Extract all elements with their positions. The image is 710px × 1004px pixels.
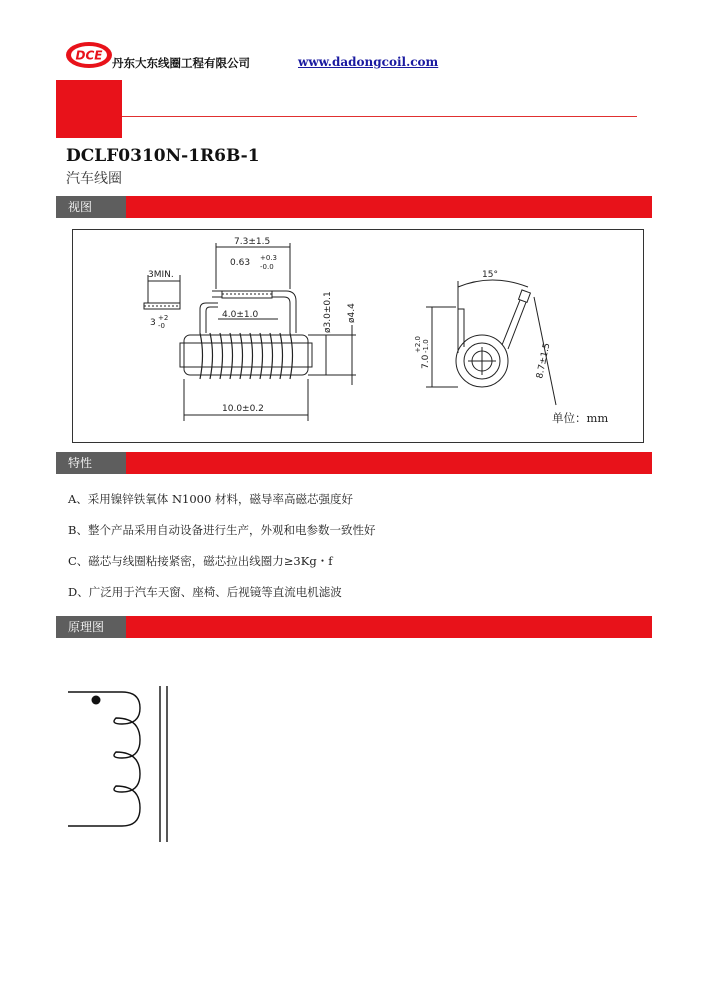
section-schematic-bar [56, 616, 652, 638]
dim-height-plus: +2.0 [414, 336, 422, 353]
dim-wire-minus: -0.0 [260, 263, 274, 271]
dim-min: 3MIN. [148, 270, 174, 280]
section-features-bar [56, 452, 652, 474]
website-link[interactable]: www.dadongcoil.com [298, 55, 439, 69]
feature-item: B、整个产品采用自动设备进行生产，外观和电参数一致性好 [68, 523, 376, 537]
dim-wire: 0.63 [230, 258, 251, 268]
feature-item: C、磁芯与线圈粘接紧密，磁芯拉出线圈力≥3Kg・f [68, 554, 333, 568]
section-view-label: 视图 [56, 196, 126, 218]
logo-text: DCE [75, 48, 103, 63]
dim-lead: 4.0±1.0 [222, 310, 259, 320]
dim-core: ø3.0±0.1 [323, 291, 333, 333]
dim-length-top: 7.3±1.5 [234, 237, 271, 247]
section-view-bar [56, 196, 652, 218]
dim-3-minus: -0 [158, 322, 165, 330]
feature-item: A、采用镍锌铁氧体 N1000 材料，磁导率高磁芯强度好 [68, 492, 353, 506]
dim-3-plus: +2 [158, 314, 169, 322]
polarity-dot [92, 696, 101, 705]
header-red-block [56, 80, 122, 138]
dim-wire-plus: +0.3 [260, 254, 277, 262]
header-divider [122, 116, 637, 117]
dim-height: 7.0 [421, 354, 431, 369]
company-logo [64, 40, 114, 70]
unit-label: 单位：mm [552, 411, 609, 425]
dim-outer: ø4.4 [347, 303, 357, 323]
company-name: 丹东大东线圈工程有限公司 [112, 56, 250, 70]
product-code: DCLF0310N-1R6B-1 [66, 146, 260, 166]
dim-angle: 15° [482, 270, 498, 280]
section-schematic-label: 原理图 [56, 616, 126, 638]
dim-length: 10.0±0.2 [222, 404, 264, 414]
product-name: 汽车线圈 [66, 171, 122, 187]
dim-height-minus: -1.0 [422, 339, 430, 353]
dim-lead-len: 8.7±1.5 [535, 342, 553, 380]
feature-item: D、广泛用于汽车天窗、座椅、后视镜等直流电机滤波 [68, 585, 342, 599]
coil-front-view [426, 280, 556, 405]
dim-3: 3 [150, 318, 156, 328]
schematic-inductor [60, 680, 190, 850]
section-features-label: 特性 [56, 452, 126, 474]
